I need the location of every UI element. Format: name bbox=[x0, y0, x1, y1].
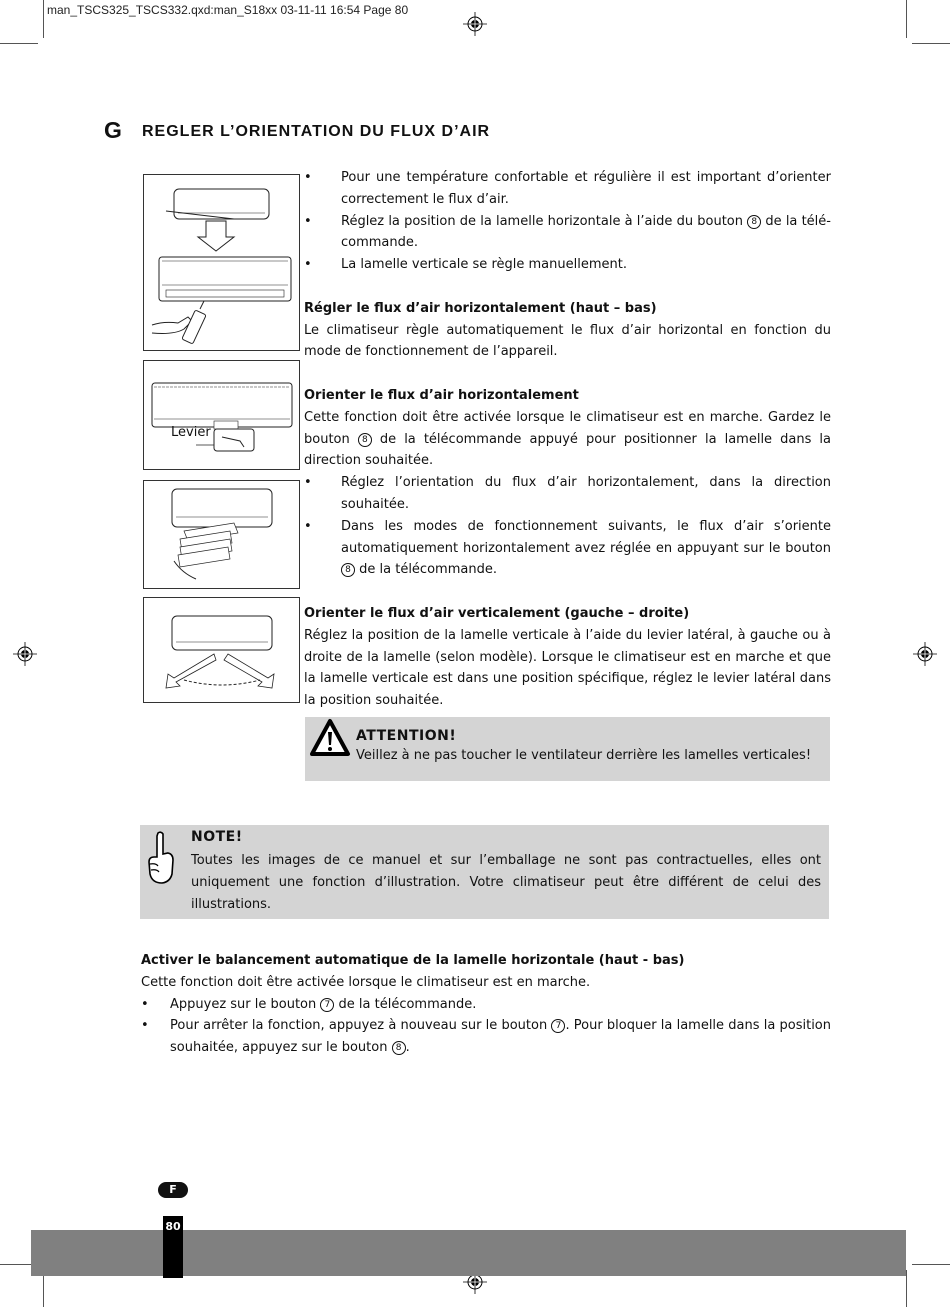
button-number-badge: 8 bbox=[392, 1041, 406, 1055]
paragraph: Réglez la position de la lamelle verticale à l’aide du levier latéral, à gauche ou à droite de la lamelle (selon modèle). Lorsque le climatiseur est en marche et que la lamelle verticale est dans une position spécifique, réglez le levier latéral dans la position souhaitée. bbox=[304, 627, 831, 709]
crop-mark bbox=[906, 0, 907, 38]
paragraph-text: de la télécommande appuyé pour positionner la lamelle dans la direction souhaitée. bbox=[304, 431, 831, 469]
button-number-badge: 7 bbox=[551, 1019, 565, 1033]
subheading-orient-horizontal: Orienter le flux d’air horizontalement bbox=[304, 387, 579, 403]
bullet-text: de la télécommande. bbox=[341, 213, 831, 251]
air-conditioner-vertical-flow-illustration bbox=[144, 598, 299, 702]
button-number-badge: 7 bbox=[320, 998, 334, 1012]
list-item: • La lamelle verticale se règle manuellement. bbox=[304, 257, 627, 273]
button-number-badge: 8 bbox=[747, 215, 761, 229]
page-number: 80 bbox=[165, 1220, 181, 1233]
list-item: • Pour une température confortable et régulière il est important d’orienter correctement le flux d’air. bbox=[304, 170, 831, 207]
subheading-swing: Activer le balancement automatique de la lamelle horizontale (haut - bas) bbox=[141, 953, 685, 968]
pointing-hand-icon bbox=[146, 830, 176, 886]
bullet-text: Appuyez sur le bouton bbox=[170, 996, 321, 1012]
bullet-text: . Pour bloquer la lamelle dans la position souhaitée, appuyez sur le bouton bbox=[170, 1018, 831, 1056]
crop-mark bbox=[0, 43, 38, 44]
figure-airflow-remote bbox=[143, 174, 300, 351]
subheading-orient-vertical: Orienter le flux d’air verticalement (gauche – droite) bbox=[304, 605, 690, 621]
button-number-badge: 8 bbox=[358, 433, 372, 447]
bullet-text: Dans les modes de fonctionnement suivants, le flux d’air s’oriente automatiquement horizontalement avez réglée en appuyant sur le bouton bbox=[341, 518, 831, 556]
bullet-text: Réglez l’orientation du flux d’air horizontalement, dans la direction souhaitée. bbox=[341, 475, 831, 512]
bullet-text: de la télécommande. bbox=[334, 996, 477, 1012]
warning-triangle-icon bbox=[309, 718, 351, 758]
bullet-text: . bbox=[405, 1040, 410, 1056]
subheading-auto-horizontal: Régler le flux d’air horizontalement (haut – bas) bbox=[304, 300, 657, 316]
registration-mark-icon bbox=[913, 642, 937, 666]
language-badge: F bbox=[158, 1182, 188, 1198]
list-item: • Réglez la position de la lamelle horizontale à l’aide du bouton 8 de la télécommande. bbox=[304, 213, 831, 251]
list-item: • Appuyez sur le bouton 7 de la télécommande. bbox=[141, 996, 477, 1012]
registration-mark-icon bbox=[463, 12, 487, 36]
file-slug: man_TSCS325_TSCS332.qxd:man_S18xx 03-11-11 16:54 Page 80 bbox=[47, 3, 409, 17]
section-letter: G bbox=[104, 117, 122, 143]
crop-mark bbox=[43, 0, 44, 38]
registration-mark-icon bbox=[13, 642, 37, 666]
air-conditioner-horizontal-flow-illustration bbox=[144, 481, 299, 588]
paragraph bbox=[304, 407, 831, 472]
bullet-text: Pour une température confortable et régulière il est important d’orienter correctement le flux d’air. bbox=[341, 170, 831, 207]
bullet-text: de la télécommande. bbox=[355, 562, 497, 578]
note-title: NOTE! bbox=[191, 829, 243, 845]
paragraph: Cette fonction doit être activée lorsque le climatiseur est en marche. bbox=[141, 974, 591, 990]
levier-label: Levier bbox=[171, 425, 211, 440]
attention-text: Veillez à ne pas toucher le ventilateur derrière les lamelles verticales! bbox=[356, 748, 812, 763]
crop-mark bbox=[912, 1264, 950, 1265]
note-text: Toutes les images de ce manuel et sur l’emballage ne sont pas contractuelles, elles ont uniquement une fonction d’illustration. Votre climatiseur peut être différent de celui des illustrations. bbox=[191, 853, 821, 912]
bullet-text: Pour arrêter la fonction, appuyez à nouveau sur le bouton bbox=[170, 1018, 552, 1034]
figure-levier bbox=[143, 360, 300, 470]
list-item: • Dans les modes de fonctionnement suivants, le flux d’air s’oriente automatiquement horizontalement avez réglée en appuyant sur le bouton 8 de la télécommande. bbox=[304, 518, 831, 578]
paragraph: Le climatiseur règle automatiquement le flux d’air horizontal en fonction du mode de fonctionnement de l’appareil. bbox=[304, 322, 831, 360]
crop-mark bbox=[912, 43, 950, 44]
bullet-text: La lamelle verticale se règle manuellement. bbox=[341, 257, 627, 273]
attention-title: ATTENTION! bbox=[356, 728, 457, 744]
air-conditioner-levier-illustration bbox=[144, 361, 299, 469]
air-conditioner-remote-illustration bbox=[144, 175, 299, 350]
figure-vertical-louver bbox=[143, 597, 300, 703]
swing-section bbox=[141, 950, 831, 1059]
list-item: • Pour arrêter la fonction, appuyez à nouveau sur le bouton 7 . Pour bloquer la lamelle dans la position souhaitée, appuyez sur le bouton 8 . bbox=[141, 1018, 831, 1056]
crop-mark bbox=[906, 1270, 907, 1307]
bullet-text: Réglez la position de la lamelle horizontale à l’aide du bouton bbox=[341, 213, 748, 229]
button-number-badge: 8 bbox=[341, 563, 355, 577]
figure-horizontal-louver bbox=[143, 480, 300, 589]
list-item: • Réglez l’orientation du flux d’air horizontalement, dans la direction souhaitée. bbox=[304, 475, 831, 512]
main-text-column bbox=[304, 167, 831, 712]
paragraph-text: Cette fonction doit être activée lorsque le climatiseur est en marche. Gardez le bouton bbox=[304, 409, 831, 447]
section-title: REGLER L’ORIENTATION DU FLUX D’AIR bbox=[142, 123, 491, 140]
